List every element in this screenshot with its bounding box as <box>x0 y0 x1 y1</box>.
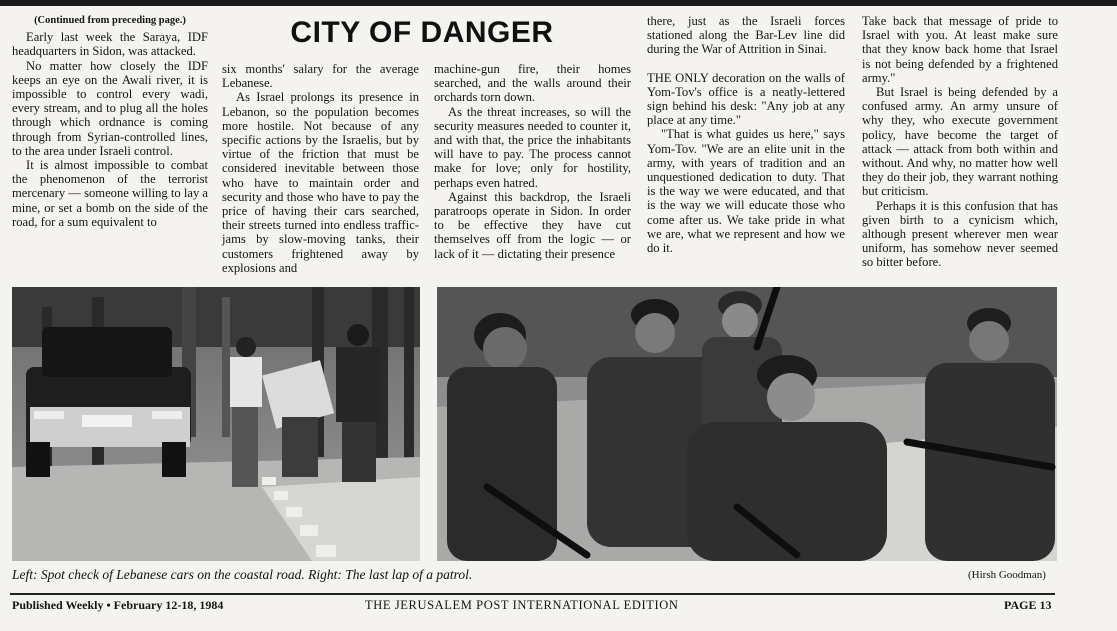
article-column-1 <box>12 14 208 229</box>
footer-rule <box>10 593 1055 595</box>
photo-patrol <box>437 287 1057 561</box>
article-column-5 <box>862 14 1058 270</box>
article-column-4 <box>647 14 845 255</box>
article-column-2 <box>222 62 419 275</box>
paragraph: Perhaps it is this confusion that has given birth to a cynicism which, although present wherever men wear uniform, has somehow never seemed so bitter before. <box>862 198 1058 270</box>
photo-credit: (Hirsh Goodman) <box>968 569 1046 581</box>
paragraph: As the threat increases, so will the security measures needed to counter it, and with that, the price the inhabitants will have to pay. The process cannot make for love; only for hostility, perhaps even hatred. <box>434 104 631 190</box>
headline: CITY OF DANGER <box>290 16 554 49</box>
footer-page-number: PAGE 13 <box>1004 598 1052 612</box>
top-rule <box>0 0 1117 6</box>
paragraph: It is almost impossible to combat the phenomenon of the terrorist mercenary — someone willing to lay a mine, or set a bomb on the side of the road, for a sum equivalent to <box>12 158 208 229</box>
paragraph: there, just as the Israeli forces stationed along the Bar-Lev line did during the War of Attrition in Sinai. <box>647 14 845 57</box>
continued-note: (Continued from preceding page.) <box>34 15 186 26</box>
photo-car-check <box>12 287 420 561</box>
paragraph: machine-gun fire, their homes searched, and the walls around their orchards torn down. <box>434 62 631 105</box>
paragraph: Early last week the Saraya, IDF headquarters in Sidon, was attacked. <box>12 30 208 59</box>
paragraph: THE ONLY decoration on the walls of Yom-Tov's office is a neatly-lettered sign behind his desk: "Any job at any place at any time." <box>647 70 845 128</box>
photo-caption: Left: Spot check of Lebanese cars on the coastal road. Right: The last lap of a patrol. <box>12 567 473 582</box>
paragraph: Against this backdrop, the Israeli paratroops operate in Sidon. In order to be effective they have cut themselves off from the logic — or lack of it — dictating their presence <box>434 189 631 261</box>
footer-publication-date: Published Weekly • February 12-18, 1984 <box>12 598 224 612</box>
paragraph: Take back that message of pride to Israel with you. At least make sure that they know back home that Israel is not being defended by a frightened army." <box>862 14 1058 85</box>
paragraph: No matter how closely the IDF keeps an eye on the Awali river, it is impossible to control every wadi, every stream, and to plug all the holes through which ordnance is coming through from Syrian-controlled lines, to the area under Israeli control. <box>12 58 208 158</box>
footer-publication-name: THE JERUSALEM POST INTERNATIONAL EDITION <box>365 598 679 612</box>
paragraph: As Israel prolongs its presence in Lebanon, so the population becomes more hostile. Not because of any specific actions by the Israelis, but by virtue of the friction that must be considered inevitable between those who have to maintain order and security and those who have to pay the price of having their cars searched, their streets turned into endless traffic-jams by slow-moving tanks, their customers frightened away by explosions and <box>222 90 419 275</box>
paragraph: six months' salary for the average Lebanese. <box>222 62 419 91</box>
article-column-3 <box>434 62 631 261</box>
paragraph: "That is what guides us here," says Yom-Tov. "We are an elite unit in the army, with years of tradition and an unquestioned dedication to duty. That is the way we were educated, and that is the way we will educate those who come after us. We take pride in what we are, what we represent and how we do it. <box>647 127 845 256</box>
paragraph: But Israel is being defended by a confused army. An army unsure of why they, who execute government policy, have become the target of attack — attack from both within and without. And why, no matter how well they do their job, they warrant nothing but criticism. <box>862 85 1058 199</box>
